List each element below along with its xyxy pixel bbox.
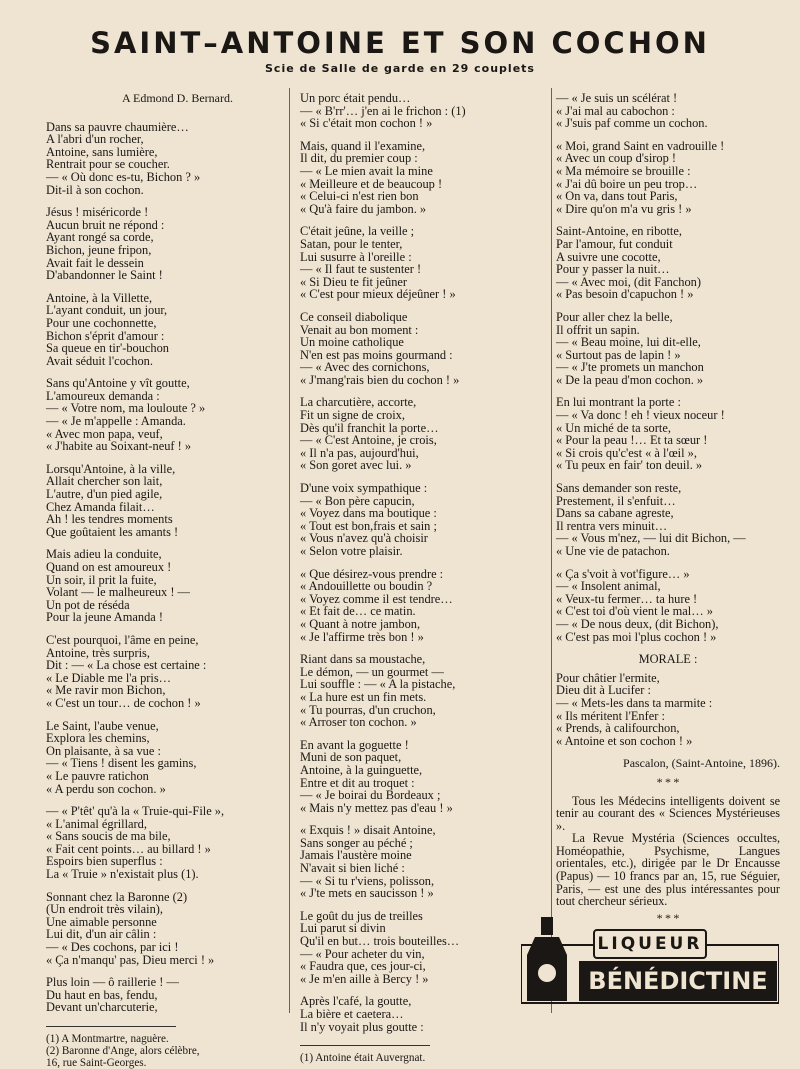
signature: Pascalon, (Saint-Antoine, 1896). — [623, 756, 780, 771]
verse-line: « Que désirez-vous prendre : — [300, 566, 444, 581]
stanza — [46, 634, 271, 710]
verse-line: — « Avec moi, (dit Fanchon) — [556, 274, 701, 289]
stanza-list — [556, 92, 780, 643]
verse-line: Dans sa pauvre chaumière… — [46, 119, 189, 134]
verse-line: « Dire qu'on m'a vu gris ! » — [556, 201, 692, 216]
column-divider — [289, 88, 290, 1013]
verse-line: Sans songer au péché ; — [300, 835, 413, 850]
stanza — [556, 140, 780, 216]
verse-line: « Voyez comme il est tendre… — [300, 591, 453, 606]
verse-line: « Qu'à faire du jambon. » — [300, 201, 427, 216]
verse-line: Plus loin — ô raillerie ! — — [46, 975, 179, 990]
verse-line: La bière et caetera… — [300, 1007, 404, 1021]
stanza-list — [300, 92, 545, 1033]
verse-line: — « Insolent animal, — [556, 579, 661, 594]
stanza — [300, 225, 545, 301]
verse-line: Avait séduit l'cochon. — [46, 353, 153, 368]
stanza — [556, 311, 780, 387]
page-title: SAINT–ANTOINE ET SON COCHON — [90, 26, 710, 60]
stanza — [46, 121, 271, 197]
verse-line: « De la peau d'mon cochon. » — [556, 372, 704, 387]
stanza — [556, 92, 780, 130]
verse-line: « Je l'affirme très bon ! » — [300, 629, 424, 644]
verse-line: Qu'il en but… trois bouteilles… — [300, 934, 460, 949]
stanza — [46, 548, 271, 624]
verse-line: Une aimable personne — [46, 914, 157, 929]
verse-line: « J'mang'rais bien du cochon ! » — [300, 372, 460, 387]
verse-line: — « C'est Antoine, je crois, — [300, 433, 437, 448]
morale-line: Pour châtier l'ermite, — [556, 670, 660, 685]
verse-line: « Veux-tu fermer… ta hure ! — [556, 591, 698, 606]
benedictine-label: BÉNÉDICTINE — [579, 961, 777, 1001]
verse-line: — « De nous deux, (dit Bichon), — [556, 616, 719, 631]
verse-line: « J'habite au Soixant-neuf ! » — [46, 439, 192, 454]
verse-line: — « Je boirai du Bordeaux ; — [300, 788, 441, 803]
verse-line: (Un endroit très vilain), — [46, 902, 163, 917]
verse-line: En avant la goguette ! — [300, 737, 409, 752]
verse-line: Que goûtaient les amants ! — [46, 524, 179, 539]
verse-line: Pour y passer la nuit… — [556, 262, 670, 277]
verse-line: « C'est toi d'où vient le mal… » — [556, 604, 713, 619]
verse-line: Il offrit un sapin. — [556, 322, 640, 337]
verse-line: Du haut en bas, fendu, — [46, 987, 158, 1002]
verse-line: — « Votre nom, ma louloute ? » — [46, 401, 206, 416]
verse-line: Aucun bruit ne répond : — [46, 217, 165, 232]
verse-line: D'une voix sympathique : — [300, 481, 428, 496]
column-divider — [551, 88, 552, 1013]
verse-line: « Pas besoin d'capuchon ! » — [556, 287, 694, 302]
verse-line: Jamais l'austère moine — [300, 848, 412, 863]
stanza — [556, 568, 780, 644]
morale-line: — « Mets-les dans ta marmite : — [556, 695, 713, 710]
stanza — [556, 396, 780, 472]
stanza — [300, 140, 545, 216]
stanza — [300, 995, 545, 1033]
stanza — [46, 292, 271, 368]
verse-line: « Selon votre plaisir. — [300, 544, 403, 558]
verse-line: Dit : — « La chose est certaine : — [46, 658, 207, 673]
verse-line: « Et fait de… ce matin. — [300, 604, 416, 619]
verse-line: « A perdu son cochon. » — [46, 781, 166, 796]
verse-line: Jésus ! miséricorde ! — [46, 205, 149, 220]
ad-paragraph: La Revue Mystéria (Sciences occultes, Homéopathie, Psychisme, Langues orientales, etc.), dirigée par le Dr Encausse (Papus) — 10 francs par an, 15, rue Séguier, Paris, — est une des plus intéressantes pour tout chercheur sérieux. — [556, 831, 780, 909]
page-subtitle: Scie de Salle de garde en 29 couplets — [265, 62, 535, 75]
verse-line: « Arroser ton cochon. » — [300, 715, 417, 730]
verse-line: Sa queue en tir'-bouchon — [46, 341, 170, 356]
verse-line: — « Il faut te sustenter ! — [300, 262, 422, 277]
verse-line: « C'est un tour… de cochon ! » — [46, 695, 201, 710]
footnote: 16, rue Saint-Georges. — [46, 1057, 147, 1069]
stanza — [300, 482, 545, 558]
verse-line: — « J'te promets un manchon — [556, 360, 704, 375]
verse-line: — « Bon père capucin, — [300, 493, 415, 508]
verse-line: Un soir, il prit la fuite, — [46, 572, 157, 587]
verse-line: Il dit, du premier coup : — [300, 151, 418, 166]
stanza — [46, 720, 271, 796]
verse-line: Fit un signe de croix, — [300, 408, 405, 423]
verse-line: On plaisante, à sa vue : — [46, 743, 161, 758]
verse-line: « Mais n'y mettez pas d'eau ! » — [300, 800, 453, 815]
verse-line: Après l'café, la goutte, — [300, 994, 412, 1009]
verse-line: — « Si tu r'viens, polisson, — [300, 873, 435, 888]
verse-line: — « P'têt' qu'à la « Truie-qui-File », — [46, 804, 225, 819]
stanza — [46, 377, 271, 453]
poem-column-3 — [556, 92, 780, 930]
morale-line: « Prends, à califourchon, — [556, 721, 680, 736]
verse-line: — « Vous m'nez, — lui dit Bichon, — — [556, 531, 746, 546]
verse-line: « Tout est bon,frais et sain ; — [300, 518, 437, 533]
morale-stanza — [556, 672, 780, 748]
verse-line: Bichon s'éprit d'amour : — [46, 328, 165, 343]
advertisement-text — [556, 795, 780, 908]
verse-line: La « Truie » n'existait plus (1). — [46, 867, 199, 882]
verse-line: Espoirs bien superflus : — [46, 854, 163, 869]
verse-line: Mais adieu la conduite, — [46, 547, 162, 562]
verse-line: « Avec mon papa, veuf, — [46, 426, 163, 441]
stanza — [300, 311, 545, 387]
verse-line: Dès qu'il franchit la porte… — [300, 420, 439, 435]
verse-line: Explora les chemins, — [46, 731, 150, 746]
stanza — [300, 568, 545, 644]
verse-line: A l'abri d'un rocher, — [46, 132, 144, 147]
verse-line: D'abandonner le Saint ! — [46, 268, 163, 283]
verse-line: — « Va donc ! eh ! vieux noceur ! — [556, 408, 725, 423]
verse-line: N'en est pas moins gourmand : — [300, 347, 453, 362]
stanza — [46, 976, 271, 1014]
verse-line: Lui susurre à l'oreille : — [300, 249, 412, 264]
verse-line: « Le pauvre ratichon — [46, 768, 149, 783]
verse-line: Quand on est amoureux ! — [46, 560, 172, 574]
verse-line: Un pot de réséda — [46, 597, 130, 612]
verse-line: Pour la jeune Amanda ! — [46, 610, 163, 625]
verse-line: « C'est pas moi l'plus cochon ! » — [556, 629, 717, 644]
verse-line: Lui dit, d'un air câlin : — [46, 927, 157, 942]
verse-line: Dit-il à son cochon. — [46, 182, 144, 197]
liqueur-label: LIQUEUR — [593, 929, 707, 959]
verse-line: Saint-Antoine, en ribotte, — [556, 224, 682, 239]
morale-line: « Ils méritent l'Enfer : — [556, 708, 665, 723]
verse-line: Entre et dit au troquet : — [300, 775, 415, 790]
verse-line: Pour aller chez la belle, — [556, 309, 673, 324]
verse-line: Ah ! les tendres moments — [46, 512, 173, 527]
stanza-list — [46, 121, 271, 1014]
verse-line: Lui parut si divin — [300, 921, 386, 936]
stanza — [46, 463, 271, 539]
verse-line: « Son goret avec lui. » — [300, 458, 412, 473]
verse-line: « On va, dans tout Paris, — [556, 189, 678, 204]
verse-line: N'avait si bien liché : — [300, 861, 405, 876]
verse-line: « Exquis ! » disait Antoine, — [300, 823, 436, 838]
verse-line: « J'ai mal au cabochon : — [556, 103, 675, 118]
verse-line: « Ça n'manqu' pas, Dieu merci ! » — [46, 952, 215, 967]
stanza — [300, 824, 545, 900]
verse-line: « Un miché de ta sorte, — [556, 420, 671, 435]
verse-line: Lorsqu'Antoine, à la ville, — [46, 461, 176, 476]
verse-line: La charcutière, accorte, — [300, 395, 417, 410]
verse-line: Satan, pour le tenter, — [300, 236, 403, 251]
verse-line: « Pour la peau !… Et ta sœur ! — [556, 433, 708, 448]
verse-line: « Si Dieu te fit jeûner — [300, 274, 408, 289]
verse-line: En lui montrant la porte : — [556, 395, 681, 410]
separator-stars: * * * — [656, 774, 680, 789]
verse-line: « Ça s'voit à vot'figure… » — [556, 566, 690, 581]
morale-title: MORALE : — [638, 652, 698, 667]
verse-line: Volant — le malheureux ! — — [46, 585, 190, 600]
verse-line: « Me ravir mon Bichon, — [46, 683, 166, 698]
verse-line: « Quant à notre jambon, — [300, 616, 421, 631]
verse-line: Ce conseil diabolique — [300, 309, 408, 324]
verse-line: — « Des cochons, par ici ! — [46, 940, 179, 955]
verse-line: « L'animal égrillard, — [46, 816, 147, 831]
verse-line: — « Où donc es-tu, Bichon ? » — [46, 169, 201, 184]
verse-line: « Le Diable me l'a pris… — [46, 670, 172, 685]
verse-line: « Il n'a pas, aujourd'hui, — [300, 445, 419, 460]
verse-line: « J'te mets en saucisson ! » — [300, 886, 434, 901]
footnote-rule — [46, 1026, 176, 1027]
verse-line: « Fait cent points… au billard ! » — [46, 841, 211, 856]
verse-line: « Vous n'avez qu'à choisir — [300, 531, 428, 546]
verse-line: « Je m'en aille à Bercy ! » — [300, 971, 429, 986]
verse-line: Antoine, à la Villette, — [46, 290, 153, 305]
verse-line: « C'est pour mieux déjeûner ! » — [300, 287, 456, 302]
stanza — [300, 92, 545, 130]
verse-line: « J'suis paf comme un cochon. — [556, 116, 708, 131]
verse-line: Lui souffle : — « A la pistache, — [300, 677, 456, 692]
verse-line: Riant dans sa moustache, — [300, 652, 426, 667]
verse-line: « Moi, grand Saint en vadrouille ! — [556, 138, 725, 153]
verse-line: Antoine, sans lumière, — [46, 144, 158, 159]
ad-paragraph: Tous les Médecins intelligents doivent se tenir au courant des « Sciences Mystérieuses ». — [556, 793, 780, 833]
verse-line: Sonnant chez la Baronne (2) — [46, 889, 188, 904]
poem-column-1 — [46, 92, 271, 1069]
verse-line: « Sans soucis de ma bile, — [46, 829, 171, 844]
verse-line: Antoine, à la guinguette, — [300, 762, 423, 777]
verse-line: Il rentra vers minuit… — [556, 518, 668, 533]
separator-stars: * * * — [656, 910, 680, 925]
verse-line: Sans qu'Antoine y vît goutte, — [46, 376, 190, 391]
verse-line: Dans sa cabane agreste, — [556, 506, 674, 521]
verse-line: « Surtout pas de lapin ! » — [556, 347, 681, 362]
verse-line: « Tu pourras, d'un cruchon, — [300, 702, 436, 717]
verse-line: Chez Amanda filait… — [46, 499, 155, 514]
verse-line: L'amoureux demanda : — [46, 388, 160, 403]
footnote-rule — [300, 1045, 430, 1046]
verse-line: Devant un'charcuterie, — [46, 1000, 158, 1015]
stanza — [300, 396, 545, 472]
verse-line: Il n'y voyait plus goutte : — [300, 1019, 424, 1034]
stanza — [300, 739, 545, 815]
morale-line: Dieu dit à Lucifer : — [556, 683, 651, 698]
verse-line: Ayant rongé sa corde, — [46, 230, 154, 245]
verse-line: « Celui-ci n'est rien bon — [300, 189, 419, 204]
verse-line: « Voyez dans ma boutique : — [300, 506, 437, 521]
verse-line: Par l'amour, fut conduit — [556, 236, 673, 251]
verse-line: « La hure est un fin mets. — [300, 689, 427, 704]
verse-line: A suivre une cocotte, — [556, 249, 661, 264]
verse-line: C'est pourquoi, l'âme en peine, — [46, 632, 199, 647]
verse-line: Un moine catholique — [300, 335, 404, 350]
stanza — [300, 910, 545, 986]
verse-line: Antoine, très surpris, — [46, 645, 150, 660]
verse-line: — « B'rr'… j'en ai le frichon : (1) — [300, 103, 466, 118]
stanza — [556, 225, 780, 301]
verse-line: « Si c'était mon cochon ! » — [300, 116, 433, 131]
stanza — [300, 653, 545, 729]
verse-line: Rentrait pour se coucher. — [46, 157, 170, 172]
verse-line: Sans demander son reste, — [556, 481, 682, 496]
verse-line: Pour une cochonnette, — [46, 315, 157, 330]
verse-line: Venait au bon moment : — [300, 322, 419, 337]
verse-line: Un porc était pendu… — [300, 91, 411, 105]
poem-column-2 — [300, 92, 545, 1064]
verse-line: Le démon, — un gourmet — — [300, 664, 444, 679]
morale-line: « Antoine et son cochon ! » — [556, 733, 693, 748]
verse-line: « Avec un coup d'sirop ! — [556, 151, 677, 166]
verse-line: « Meilleure et de beaucoup ! — [300, 176, 443, 191]
verse-line: Prestement, il s'enfuit… — [556, 493, 676, 508]
verse-line: « Si crois qu'c'est « à l'œil », — [556, 445, 697, 460]
footnotes — [46, 1033, 271, 1069]
verse-line: « Faudra que, ces jour-ci, — [300, 959, 426, 974]
verse-line: C'était jeûne, la veille ; — [300, 224, 415, 239]
stanza — [46, 891, 271, 967]
footnote: (2) Baronne d'Ange, alors célèbre, — [46, 1045, 200, 1057]
verse-line: Mais, quand il l'examine, — [300, 138, 426, 153]
stanza — [556, 482, 780, 558]
verse-line: L'autre, d'un pied agile, — [46, 487, 163, 502]
liqueur-advertisement — [521, 915, 779, 1005]
dedication: A Edmond D. Bernard. — [122, 91, 233, 105]
stanza — [46, 206, 271, 282]
verse-line: — « Tiens ! disent les gamins, — [46, 756, 197, 771]
verse-line: Bichon, jeune fripon, — [46, 242, 152, 257]
verse-line: Le goût du jus de treilles — [300, 908, 423, 923]
verse-line: Muni de son paquet, — [300, 750, 402, 765]
verse-line: — « Le mien avait la mine — [300, 163, 433, 178]
verse-line: — « Pour acheter du vin, — [300, 946, 425, 961]
verse-line: « Andouillette ou boudin ? — [300, 579, 433, 594]
verse-line: Avait fait le dessein — [46, 255, 144, 270]
verse-line: « Tu peux en fair' ton deuil. » — [556, 458, 703, 473]
stanza — [46, 805, 271, 881]
verse-line: « J'ai dû boire un peu trop… — [556, 176, 698, 191]
verse-line: « Ma mémoire se brouille : — [556, 163, 691, 178]
footnote: (1) Antoine était Auvergnat. — [300, 1052, 426, 1065]
verse-line: Le Saint, l'aube venue, — [46, 718, 159, 733]
verse-line: — « Beau moine, lui dit-elle, — [556, 335, 701, 350]
footnote: (1) A Montmartre, naguère. — [46, 1033, 169, 1045]
verse-line: L'ayant conduit, un jour, — [46, 303, 168, 318]
verse-line: — « Avec des cornichons, — [300, 360, 430, 375]
verse-line: Allait chercher son lait, — [46, 474, 163, 489]
verse-line: — « Je m'appelle : Amanda. — [46, 414, 186, 429]
verse-line: — « Je suis un scélérat ! — [556, 91, 678, 105]
verse-line: « Une vie de patachon. — [556, 544, 670, 558]
